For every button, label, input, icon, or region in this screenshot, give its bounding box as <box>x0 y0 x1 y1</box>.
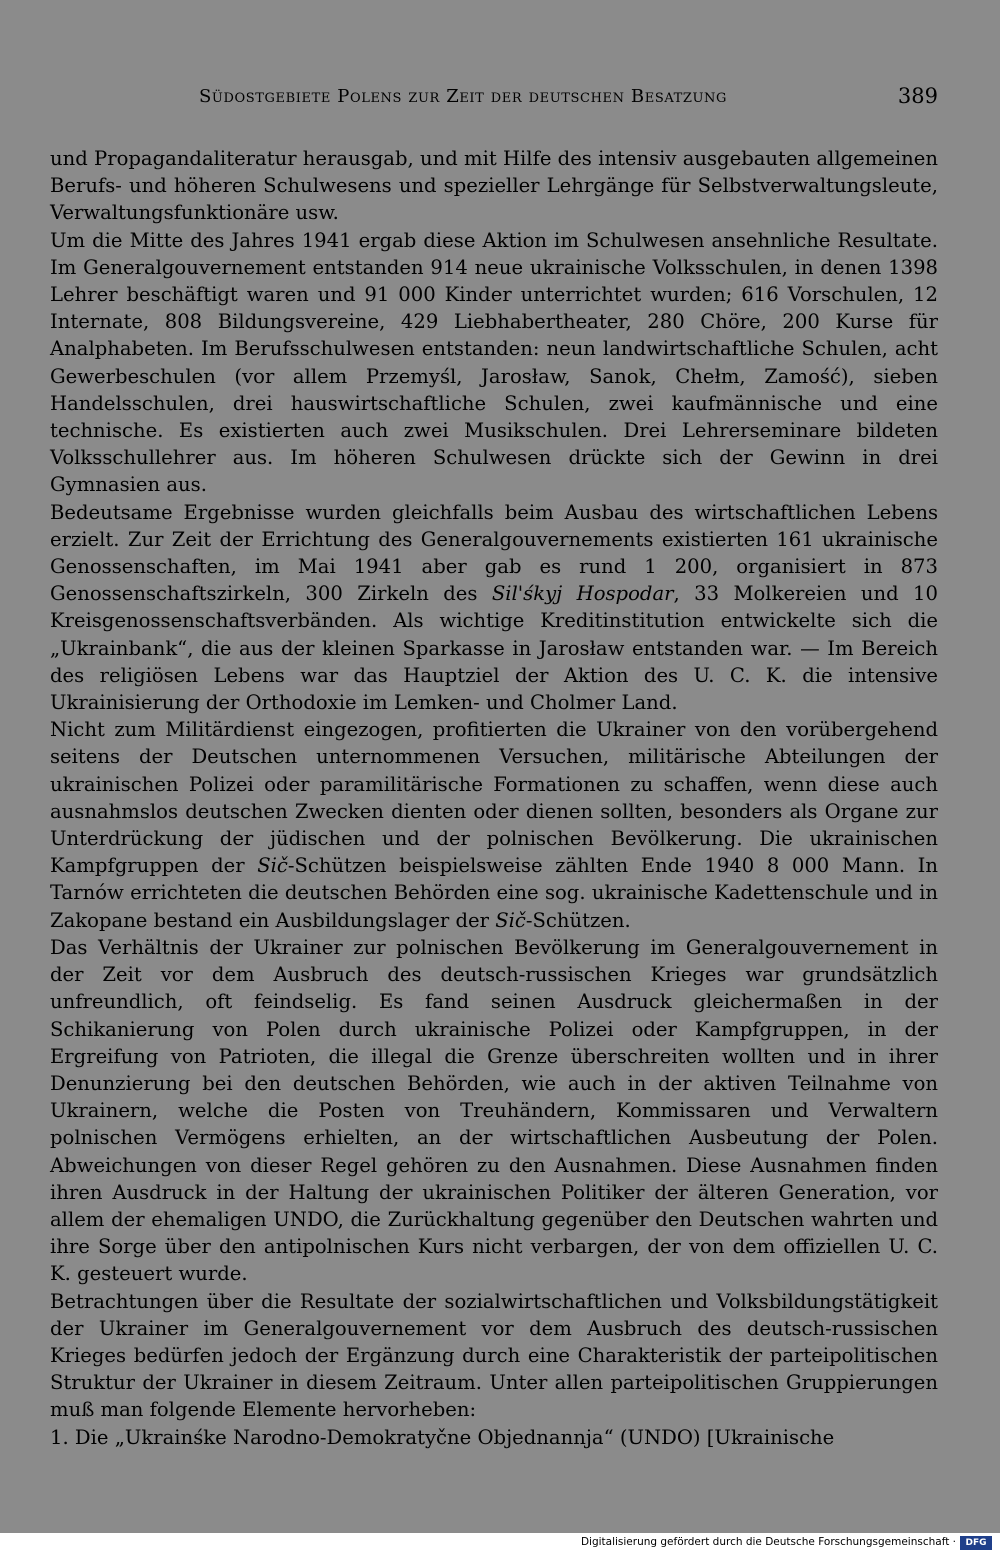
text-run: -Schützen. <box>525 908 631 932</box>
italic-term: Sič <box>257 854 288 878</box>
text-run: Bedeutsame Ergebnisse wurden gleichfalls beim Ausbau des wirtschaftlichen Lebens erzielt. Zur Zeit der Errichtung des Generalgouvernements existierten 161 ukrainische Genossenschaften, im Mai 1941 aber gab es rund 1 200, organisiert in 873 Genossenschaftszirkeln, 300 Zirkeln des <box>50 500 938 606</box>
paragraph <box>50 499 938 717</box>
paragraph: 1. Die „Ukrainśke Narodno-Demokratyčne Objednannja“ (UNDO) [Ukrainische <box>50 1425 835 1449</box>
footer-bar <box>0 1533 1000 1554</box>
paragraph: Um die Mitte des Jahres 1941 ergab diese Aktion im Schulwesen ansehnliche Resultate. Im Generalgouvernement entstanden 914 neue ukrainische Volksschulen, in denen 1398 Lehrer beschäftigt waren und 91 000 Kinder unterrichtet wurden; 616 Vorschulen, 12 Internate, 808 Bildungsvereine, 429 Liebhabertheater, 280 Chöre, 200 Kurse für Analphabeten. Im Berufsschulwesen entstanden: neun landwirtschaftliche Schulen, acht Gewerbeschulen (vor allem Przemyśl, Jarosław, Sanok, Chełm, Zamość), sieben Handelsschulen, drei hauswirtschaftliche Schulen, zwei kaufmännische und eine technische. Es existierten auch zwei Musikschulen. Drei Lehrerseminare bildeten Volksschullehrer aus. Im höheren Schulwesen drückte sich der Gewinn in drei Gymnasien aus. <box>50 228 938 497</box>
running-title: Südostgebiete Polens zur Zeit der deutschen Besatzung <box>198 86 728 107</box>
italic-term: Sič <box>495 908 526 932</box>
funding-note: Digitalisierung gefördert durch die Deutsche Forschungsgemeinschaft · <box>580 1536 956 1548</box>
page-number: 389 <box>897 84 938 108</box>
text-run: -Schützen beispielsweise zählten Ende 1940 8 000 Mann. In Tarnów errichteten die deutschen Behörden eine sog. ukrainische Kadettenschule und in Zakopane bestand ein Ausbildungslager der <box>50 854 939 932</box>
text-run: Nicht zum Militärdienst eingezogen, profitierten die Ukrainer von den vorübergehend seitens der Deutschen unternommenen Versuchen, militärische Abteilungen der ukrainischen Polizei oder paramilitärische Formationen zu schaffen, wenn diese auch ausnahmslos deutschen Zwecken dienten oder dienen sollten, besonders als Organe zur Unterdrückung der jüdischen und der polnischen Bevölkerung. Die ukrainischen Kampfgruppen der <box>50 718 938 878</box>
paragraph: Das Verhältnis der Ukrainer zur polnischen Bevölkerung im Generalgouvernement in der Zeit vor dem Ausbruch des deutsch-russischen Krieges war grundsätzlich unfreundlich, oft feindselig. Es fand seinen Ausdruck gleichermaßen in der Schikanierung von Polen durch ukrainische Polizei oder Kampfgruppen, in der Ergreifung von Patrioten, die illegal die Grenze überschreiten wollten und in ihrer Denunzierung bei den deutschen Behörden, wie auch in der aktiven Teilnahme von Ukrainern, welche die Posten von Treuhändern, Kommissaren und Verwaltern polnischen Vermögens erhielten, an der wirtschaftlichen Ausbeutung der Polen. Abweichungen von dieser Regel gehören zu den Ausnahmen. Diese Ausnahmen finden ihren Ausdruck in der Haltung der ukrainischen Politiker der älteren Generation, vor allem der ehemaligen UNDO, die Zurückhaltung gegenüber den Deutschen wahrten und ihre Sorge über den antipolnischen Kurs nicht verbargen, der von dem offiziellen U. C. K. gesteuert wurde. <box>50 935 938 1286</box>
page-header <box>48 86 938 116</box>
paragraph <box>50 716 938 934</box>
paragraph: und Propagandaliteratur herausgab, und mit Hilfe des intensiv ausgebauten allgemeinen Berufs- und höheren Schulwesens und spezieller Lehrgänge für Selbstverwaltungsleute, Verwaltungsfunktionäre usw. <box>50 147 938 225</box>
dfg-logo: DFG <box>960 1536 992 1550</box>
italic-term: Sil'śkyj Hospodar <box>491 582 674 606</box>
paragraph: Betrachtungen über die Resultate der sozialwirtschaftlichen und Volksbildungstätigkeit der Ukrainer im Generalgouvernement vor dem Ausbruch des deutsch-russischen Krieges bedürfen jedoch der Ergänzung durch eine Charakteristik der parteipolitischen Struktur der Ukrainer in diesem Zeitraum. Unter allen parteipolitischen Gruppierungen muß man folgende Elemente hervorheben: <box>50 1289 938 1422</box>
text-run: , 33 Molkereien und 10 Kreisgenossenschaftsverbänden. Als wichtige Kreditinstitution entwickelte sich die „Ukrainbank“, die aus der kleinen Sparkasse in Jarosław entstanden war. — Im Bereich des religiösen Lebens war das Hauptziel der Aktion des U. C. K. die intensive Ukrainisierung der Orthodoxie im Lemken- und Cholmer Land. <box>50 582 938 715</box>
body-text <box>50 145 938 1451</box>
